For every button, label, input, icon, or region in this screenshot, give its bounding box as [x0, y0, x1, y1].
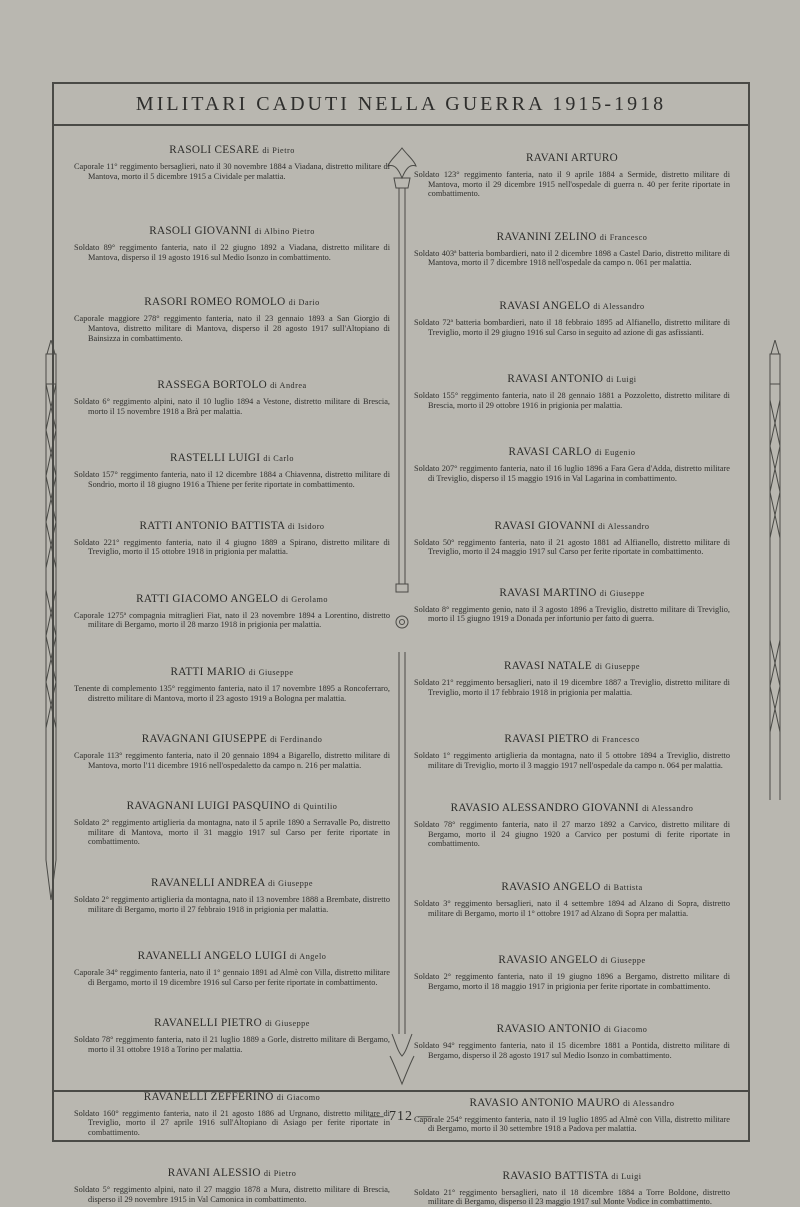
soldier-record: Soldato 207° reggimento fanteria, nato il 16 luglio 1896 a Fara Gera d'Adda, distretto militare di Treviglio, disperso il 15 maggio 1916 in Val Lagarina in combattimento.	[414, 464, 730, 483]
soldier-record: Soldato 89° reggimento fanteria, nato il 22 giugno 1892 a Viadana, distretto militare di Mantova, disperso il 19 agosto 1916 sul Medio Isonzo in combattimento.	[74, 243, 390, 262]
soldier-name: RATTI ANTONIO BATTISTA di Isidoro	[139, 519, 325, 532]
soldier-name: RAVASI ANGELO di Alessandro	[499, 299, 645, 312]
soldier-name: RAVANI ALESSIO di Pietro	[167, 1167, 297, 1180]
soldier-record: Soldato 72ª batteria bombardieri, nato il 18 febbraio 1895 ad Alfianello, distretto militare di Treviglio, morto il 29 giugno 1916 sul Carso in seguito ad azione di gas asfissianti.	[414, 317, 730, 337]
soldier-record: Soldato 21° reggimento bersaglieri, nato il 19 dicembre 1887 a Treviglio, distretto militare di Treviglio, morto il 17 febbraio 1918 in prigionia per malattia.	[414, 677, 730, 697]
soldier-name: RASSEGA BORTOLO di Andrea	[157, 379, 307, 392]
soldier-record: Soldato 8° reggimento genio, nato il 3 agosto 1896 a Treviglio, distretto militare di Treviglio, morto il 15 giugno 1919 a Donada per infortunio per fatto di guerra.	[414, 604, 730, 624]
soldier-record: Soldato 3° reggimento bersaglieri, nato il 4 settembre 1894 ad Alzano di Sopra, distretto militare di Bergamo, morto il 1° ottobre 1917 ad Alzano di Sopra per malattia.	[414, 899, 730, 918]
page-title: MILITARI CADUTI NELLA GUERRA 1915-1918	[135, 92, 667, 115]
soldier-name: RAVASI MARTINO di Giuseppe	[499, 586, 645, 599]
soldier-name: RAVASI ANTONIO di Luigi	[507, 373, 637, 386]
soldier-name: RATTI GIACOMO ANGELO di Gerolamo	[136, 592, 328, 605]
soldier-name: RAVASI GIOVANNI di Alessandro	[494, 519, 650, 532]
soldier-name: RASTELLI LUIGI di Carlo	[170, 452, 294, 465]
soldier-name: RAVANELLI ZEFFERINO di Giacomo	[143, 1090, 321, 1103]
list-item	[74, 1167, 390, 1204]
soldier-record: Soldato 157° reggimento fanteria, nato il 12 dicembre 1884 a Chiavenna, distretto militare di Sondrio, morto il 18 giugno 1916 a Thiene per ferite riportate in combattimento.	[74, 470, 390, 489]
soldier-record: Caporale 113° reggimento fanteria, nato il 20 gennaio 1894 a Bigarello, distretto militare di Mantova, morto l'11 dicembre 1916 nell'ospedaletto da campo n. 216 per malattia.	[74, 751, 390, 770]
soldier-name: RAVASI NATALE di Giuseppe	[503, 659, 640, 672]
soldier-record: Soldato 6° reggimento alpini, nato il 10 luglio 1894 a Vestone, distretto militare di Brescia, morto il 15 novembre 1918 a Brà per malattia.	[74, 397, 390, 416]
soldier-record: Soldato 94° reggimento fanteria, nato il 15 dicembre 1881 a Pontida, distretto militare di Bergamo, disperso il 28 agosto 1917 sul Medio Isonzo in combattimento.	[414, 1041, 730, 1061]
soldier-name: RAVAGNANI LUIGI PASQUINO di Quintilio	[126, 800, 338, 813]
soldier-name: RAVASIO ANTONIO di Giacomo	[496, 1023, 648, 1036]
soldier-name: RATTI MARIO di Giuseppe	[170, 665, 294, 678]
left-lance-ornament	[38, 340, 64, 1060]
soldier-name: RAVASIO ANGELO di Battista	[501, 881, 643, 894]
list-item	[414, 1170, 730, 1207]
soldier-name: RASORI ROMEO ROMOLO di Dario	[144, 296, 320, 309]
soldier-record: Soldato 2° reggimento artiglieria da montagna, nato il 13 novembre 1888 a Brembate, distretto militare di Bergamo, morto il 27 febbraio 1918 in prigionia per malattia.	[74, 895, 390, 914]
soldier-record: Tenente di complemento 135° reggimento fanteria, nato il 17 novembre 1895 a Roncoferraro, distretto militare di Mantova, morto il 23 agosto 1919 a Bologna per malattia.	[74, 683, 390, 703]
soldier-name: RAVAGNANI GIUSEPPE di Ferdinando	[141, 733, 323, 746]
soldier-record: Soldato 2° reggimento fanteria, nato il 19 giugno 1896 a Bergamo, distretto militare di Bergamo, morto il 18 maggio 1917 in prigionia per ferite riportate in combattimento.	[414, 972, 730, 991]
soldier-record: Soldato 123° reggimento fanteria, nato il 9 aprile 1884 a Sermide, distretto militare di Mantova, morto il 29 dicembre 1915 nell'ospedale di guerra n. 40 per ferite riportate in combattimento.	[414, 170, 730, 199]
title-bar	[54, 84, 748, 126]
soldier-record: Soldato 221° reggimento fanteria, nato il 4 giugno 1889 a Spirano, distretto militare di Treviglio, morto il 15 ottobre 1918 in prigionia per malattia.	[74, 537, 390, 557]
soldier-name: RAVASIO ANGELO di Giuseppe	[498, 954, 646, 967]
page-number: — 712 —	[369, 1109, 433, 1124]
soldier-name: RAVASIO ALESSANDRO GIOVANNI di Alessandro	[450, 802, 694, 815]
soldier-name: RAVASIO ANTONIO MAURO di Alessandro	[469, 1096, 675, 1109]
page-frame	[52, 82, 750, 1142]
soldier-name: RAVASIO BATTISTA di Luigi	[502, 1169, 642, 1182]
soldier-name: RAVANELLI PIETRO di Giuseppe	[154, 1017, 310, 1030]
soldier-record: Soldato 78° reggimento fanteria, nato il 27 marzo 1892 a Carvico, distretto militare di Bergamo, morto il 24 giugno 1920 a Carvico per postumi di ferite riportate in combattimento.	[414, 820, 730, 849]
soldier-record: Soldato 403ª batteria bombardieri, nato il 2 dicembre 1898 a Castel Dario, distretto militare di Mantova, morto il 7 dicembre 1918 nell'ospedale da campo n. 061 per malattia.	[414, 248, 730, 268]
soldier-record: Caporale 1275ª compagnia mitraglieri Fiat, nato il 23 novembre 1894 a Lorentino, distretto militare di Bergamo, morto il 28 marzo 1918 in prigionia per malattia.	[74, 610, 390, 630]
soldier-record: Caporale maggiore 278° reggimento fanteria, nato il 23 gennaio 1893 a San Giorgio di Mantova, distretto militare di Mantova, disperso il 28 agosto 1917 sull'Altopiano di Bainsizza in combattimento.	[74, 314, 390, 343]
soldier-record: Soldato 5° reggimento alpini, nato il 27 maggio 1878 a Mura, distretto militare di Brescia, disperso il 29 novembre 1915 in Val Camonica in combattimento.	[74, 1185, 390, 1204]
soldier-name: RAVANINI ZELINO di Francesco	[496, 230, 648, 243]
soldier-name: RAVANELLI ANGELO LUIGI di Angelo	[137, 950, 327, 963]
soldier-name: RASOLI CESARE di Pietro	[169, 144, 295, 156]
soldier-record: Soldato 21° reggimento bersaglieri, nato il 18 dicembre 1884 a Torre Boldone, distretto militare di Bergamo, disperso il 23 maggio 1917 sul Monte Vodice in combattimento.	[414, 1187, 730, 1207]
soldier-record: Caporale 34° reggimento fanteria, nato il 1° gennaio 1891 ad Almè con Villa, distretto militare di Bergamo, morto il 19 dicembre 1916 sul Carso per ferite riportate in combattimento.	[74, 968, 390, 987]
soldier-record: Soldato 78° reggimento fanteria, nato il 21 luglio 1889 a Gorle, distretto militare di Bergamo, morto il 31 ottobre 1918 a Torino per malattia.	[74, 1035, 390, 1055]
soldier-name: RAVANI ARTURO	[525, 152, 619, 164]
soldier-name: RAVASI PIETRO di Francesco	[504, 733, 640, 746]
soldier-name: RAVANELLI ANDREA di Giuseppe	[150, 877, 314, 890]
soldier-record: Soldato 1° reggimento artiglieria da montagna, nato il 5 ottobre 1894 a Treviglio, distretto militare di Treviglio, morto il 3 maggio 1917 nell'ospedale da campo n. 064 per malattia.	[414, 751, 730, 770]
soldier-record: Soldato 2° reggimento artiglieria da montagna, nato il 5 aprile 1890 a Serravalle Po, distretto militare di Mantova, morto il 31 maggio 1917 sul Carso per ferite riportate in combattimento.	[74, 818, 390, 847]
soldier-name: RAVASI CARLO di Eugenio	[508, 446, 636, 459]
soldier-record: Caporale 11° reggimento bersaglieri, nato il 30 novembre 1884 a Viadana, distretto militare di Mantova, morto il 5 dicembre 1915 a Cividale per malattia.	[74, 162, 390, 181]
right-lance-ornament	[762, 340, 788, 820]
central-column-ornament	[384, 144, 420, 1094]
soldier-record: Caporale 254° reggimento fanteria, nato il 19 luglio 1895 ad Almè con Villa, distretto militare di Bergamo, morto il 30 settembre 1918 a Padova per malattia.	[414, 1114, 730, 1134]
soldier-record: Soldato 160° reggimento fanteria, nato il 21 agosto 1886 ad Urgnano, distretto militare di Treviglio, morto il 27 aprile 1916 sull'Altopiano di Asiago per ferite riportate in combattimento.	[74, 1108, 390, 1137]
soldier-record: Soldato 155° reggimento fanteria, nato il 28 gennaio 1881 a Pozzoletto, distretto militare di Brescia, morto il 29 ottobre 1916 in prigionia per malattia.	[414, 391, 730, 410]
soldier-name: RASOLI GIOVANNI di Albino Pietro	[149, 225, 315, 238]
soldier-record: Soldato 50° reggimento fanteria, nato il 21 agosto 1881 ad Alfianello, distretto militare di Treviglio, morto il 24 maggio 1917 sul Carso per ferite riportate in combattimento.	[414, 537, 730, 557]
